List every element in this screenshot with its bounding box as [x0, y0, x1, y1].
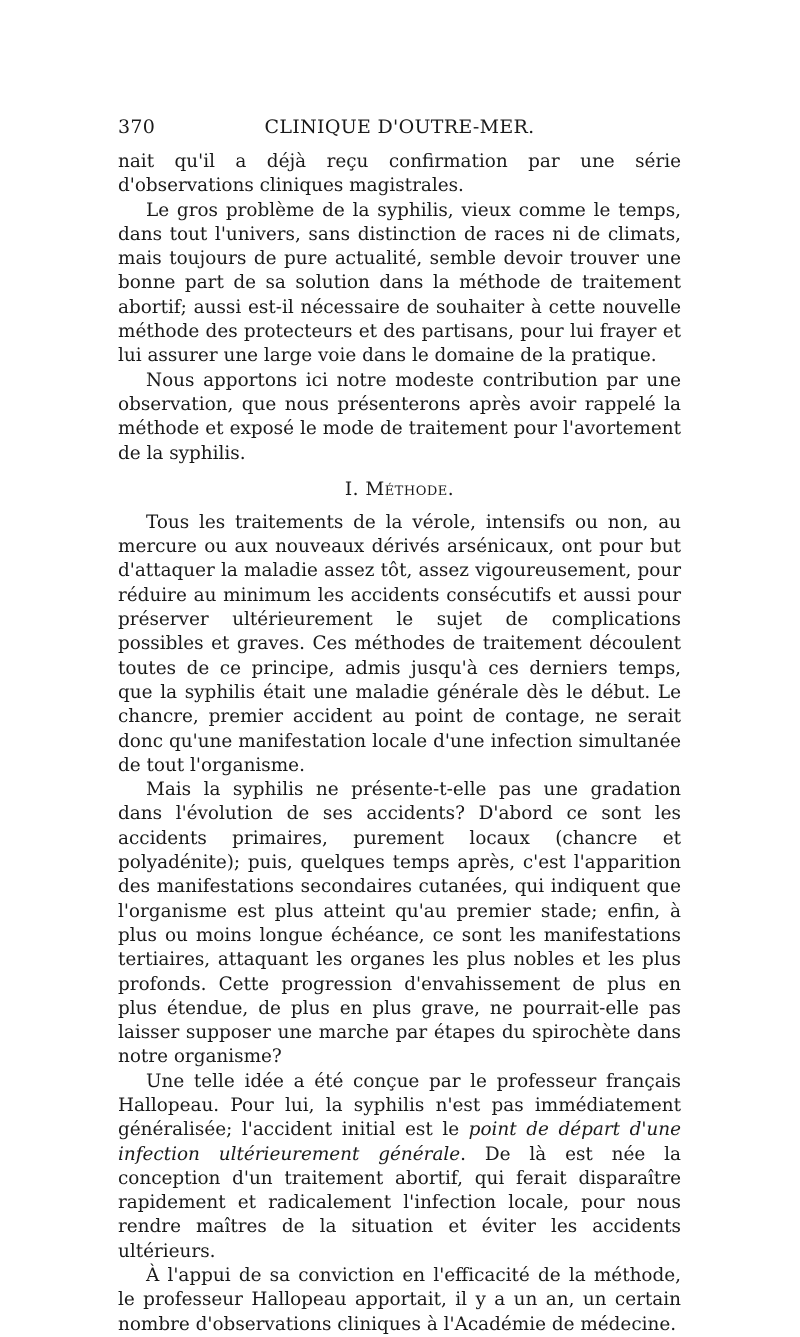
paragraph: Le gros problème de la syphilis, vieux comme le temps, dans tout l'univers, sans distinction de races ni de climats, mais toujours de pure actualité, semble devoir trouver une bonne part de sa solution dans la méthode de traitement abortif; aussi est-il nécessaire de souhaiter à cette nouvelle méthode des protecteurs et des partisans, pour lui frayer et lui assurer une large voie dans le domaine de la pratique. — [118, 199, 681, 367]
page-header — [118, 116, 681, 150]
book-page — [118, 116, 681, 1337]
paragraph: À l'appui de sa conviction en l'efficacité de la méthode, le professeur Hallopeau apportait, il y a un an, un certain nombre d'observations cliniques à l'Académie de médecine. — [118, 1265, 681, 1335]
paragraph-text: . De là est née la conception d'un traitement abortif, qui ferait disparaître rapidement et radicalement l'infection locale, pour nous rendre maîtres de la situation et éviter les accidents ultérieurs. — [118, 1143, 681, 1262]
paragraph-text: Une telle idée a été conçue par le professeur français Hallopeau. Pour lui, la syphilis n'est pas immédiatement généralisée; l'accident initial est le — [118, 1070, 681, 1141]
page-number: 370 — [118, 116, 156, 138]
body-text — [118, 150, 681, 1337]
running-title: CLINIQUE D'OUTRE-MER. — [264, 116, 535, 138]
paragraph: Nous apportons ici notre modeste contribution par une observation, que nous présenterons après avoir rappelé la méthode et exposé le mode de traitement pour l'avortement de la syphilis. — [118, 369, 681, 464]
section-title: Méthode. — [365, 478, 455, 500]
paragraph: Mais la syphilis ne présente-t-elle pas une gradation dans l'évolution de ses accidents? D'abord ce sont les accidents primaires, purement locaux (chancre et polyadénite); puis, quelques temps après, c'est l'apparition des manifestations secondaires cutanées, qui indiquent que l'organisme est plus atteint qu'au premier stade; enfin, à plus ou moins longue échéance, ce sont les manifestations tertiaires, attaquant les organes les plus nobles et les plus profonds. Cette progression d'envahissement de plus en plus étendue, de plus en plus grave, ne pourrait-elle pas laisser supposer une marche par étapes du spirochète dans notre organisme? — [118, 779, 681, 1068]
paragraph-continuation: nait qu'il a déjà reçu confirmation par une série d'observations cliniques magistrales. — [118, 151, 681, 197]
section-heading — [118, 478, 681, 502]
section-number: I. — [344, 478, 359, 500]
italic-phrase: point de départ d'une infection ultérieurement générale — [118, 1119, 681, 1165]
paragraph: Tous les traitements de la vérole, intensifs ou non, au mercure ou aux nouveaux dérivés arsénicaux, ont pour but d'attaquer la maladie assez tôt, assez vigoureusement, pour réduire au minimum les accidents consécutifs et aussi pour préserver ultérieurement le sujet de complications possibles et graves. Ces méthodes de traitement découlent toutes de ce principe, admis jusqu'à ces derniers temps, que la syphilis était une maladie générale dès le début. Le chancre, premier accident au point de contage, ne serait donc qu'une manifestation locale d'une infection simultanée de tout l'organisme. — [118, 511, 681, 776]
paragraph — [118, 1070, 681, 1264]
